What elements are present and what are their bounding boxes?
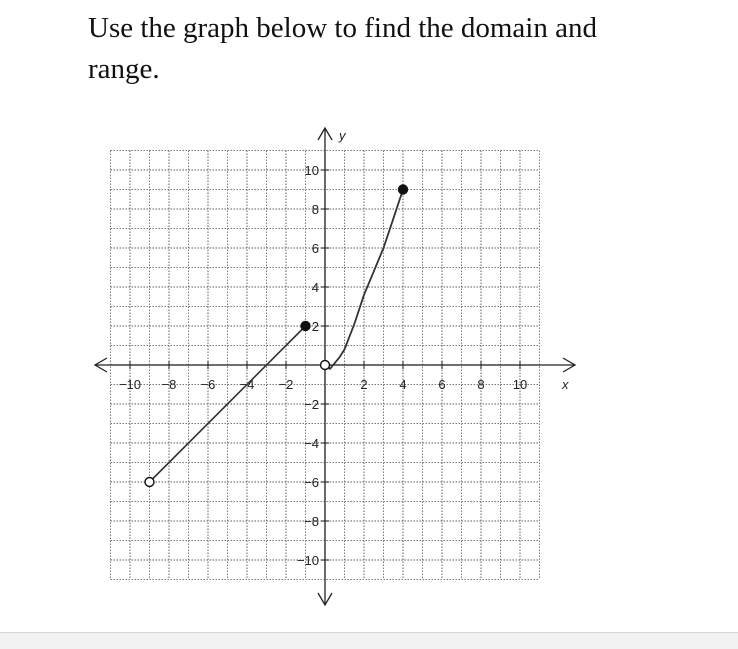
- y-tick-label: 4: [311, 280, 319, 295]
- x-tick-label: 8: [477, 377, 485, 392]
- x-tick-label: −8: [161, 377, 177, 392]
- x-tick-label: −2: [278, 377, 294, 392]
- x-axis-label: x: [562, 377, 569, 392]
- x-tick-label: −6: [200, 377, 216, 392]
- bottom-bar: [0, 632, 738, 649]
- question-line-1: Use the graph below to find the domain and: [88, 12, 597, 44]
- y-tick-label: 2: [311, 319, 319, 334]
- open-endpoint: [321, 361, 330, 370]
- x-tick-label: 2: [360, 377, 368, 392]
- y-tick-label: 10: [304, 163, 319, 178]
- x-tick-label: 4: [399, 377, 407, 392]
- y-tick-label: −6: [304, 475, 319, 490]
- closed-endpoint: [301, 322, 310, 331]
- question-line-2: range.: [88, 53, 160, 85]
- y-tick-label: −10: [296, 553, 319, 568]
- open-endpoint: [145, 478, 154, 487]
- closed-endpoint: [399, 185, 408, 194]
- y-tick-label: −2: [304, 397, 319, 412]
- series-2-curve: [325, 190, 403, 369]
- x-tick-label: 10: [512, 377, 528, 392]
- y-axis-label: y: [339, 128, 346, 143]
- y-tick-label: −4: [304, 436, 319, 451]
- y-tick-label: 6: [311, 241, 319, 256]
- x-tick-label: −4: [239, 377, 255, 392]
- y-tick-label: 8: [311, 202, 319, 217]
- x-tick-label: 6: [438, 377, 446, 392]
- y-tick-label: −8: [304, 514, 319, 529]
- x-tick-label: −10: [118, 377, 142, 392]
